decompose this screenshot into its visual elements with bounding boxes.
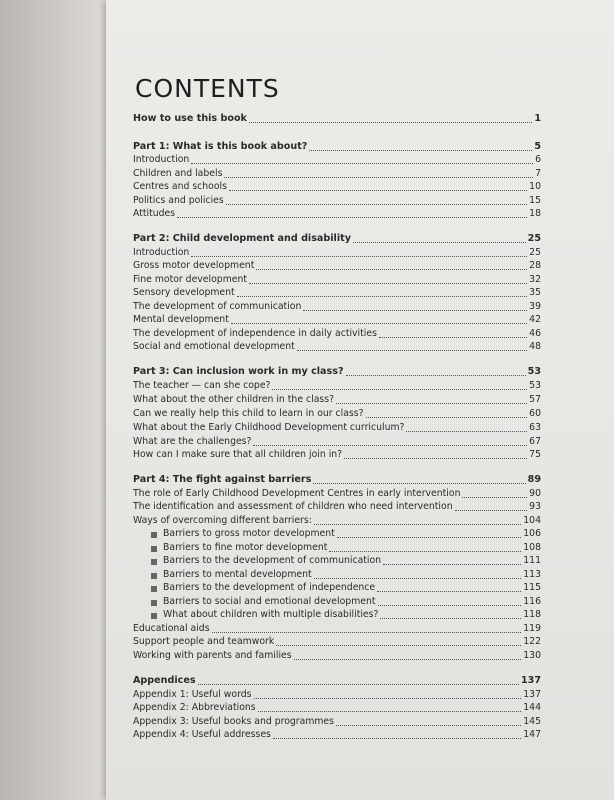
dot-leader [224,176,533,178]
toc-entry[interactable] [133,700,541,714]
dot-leader [303,309,527,311]
toc-entry-page: 89 [527,474,541,485]
toc-entry-page: 10 [529,181,541,192]
toc-entry-label: What are the challenges? [133,436,252,447]
dot-leader [344,457,527,459]
toc-entry[interactable] [133,272,541,286]
dot-leader [191,162,533,164]
toc-entry[interactable] [133,687,541,701]
toc-entry[interactable] [133,499,541,513]
toc-entry-label: Part 3: Can inclusion work in my class? [133,366,344,377]
toc-entry[interactable] [133,434,541,448]
toc-entry-page: 57 [529,394,541,405]
dot-leader [249,121,532,123]
toc-entry-page: 25 [529,247,541,258]
dot-leader [346,374,526,376]
toc-entry[interactable] [133,648,541,662]
toc-entry[interactable] [133,326,541,340]
toc-entry-page: 60 [529,408,541,419]
toc-entry-label: Politics and policies [133,195,224,206]
toc-entry-label: Introduction [133,247,190,258]
toc-heading-appendices[interactable] [133,673,541,687]
toc-entry-label: Barriers to fine motor development [163,542,328,553]
book-spine-shadow [0,0,106,800]
dot-leader [253,444,527,446]
toc-entry-page: 90 [529,488,541,499]
square-bullet-icon [151,613,157,619]
toc-entry-page: 53 [527,366,541,377]
square-bullet-icon [151,559,157,565]
toc-entry-label: The development of independence in daily activities [133,328,377,339]
toc-entry-label: The teacher — can she cope? [133,380,271,391]
toc-entry-label: Barriers to mental development [163,569,312,580]
toc-entry-label: Appendix 2: Abbreviations [133,702,256,713]
toc-entry-label: Part 4: The fight against barriers [133,474,312,485]
toc-entry[interactable] [133,166,541,180]
toc-entry-label: Barriers to the development of independence [163,582,376,593]
dot-leader [336,724,521,726]
toc-entry[interactable] [133,447,541,461]
dot-leader [191,255,527,257]
toc-heading-part-4[interactable] [133,472,541,486]
dot-leader [309,149,532,151]
toc-entry-label: Educational aids [133,623,210,634]
toc-entry-label: Appendix 3: Useful books and programmes [133,716,334,727]
toc-entry-page: 28 [529,260,541,271]
toc-entry-label: Sensory development [133,287,235,298]
toc-entry[interactable] [133,486,541,500]
toc-entry-label: Appendices [133,675,196,686]
toc-sub-entry[interactable] [151,580,541,594]
toc-entry[interactable] [133,312,541,326]
toc-entry[interactable] [133,378,541,392]
dot-leader [406,430,527,432]
toc-entry-page: 122 [523,636,541,647]
dot-leader [212,631,522,633]
toc-entry-page: 113 [523,569,541,580]
dot-leader [294,658,522,660]
toc-entry-label: Introduction [133,154,190,165]
toc-entry-label: Mental development [133,314,229,325]
toc-entry[interactable] [133,339,541,353]
toc-heading-part-3[interactable] [133,364,541,378]
toc-entry-label: Gross motor development [133,260,255,271]
toc-entry-label: Barriers to the development of communication [163,555,382,566]
page-title: CONTENTS [135,73,280,103]
dot-leader [353,241,526,243]
toc-entry[interactable] [133,285,541,299]
toc-entry-label: Barriers to gross motor development [163,528,335,539]
toc-entry-label: Working with parents and families [133,650,292,661]
toc-entry-label: Barriers to social and emotional development [163,596,376,607]
dot-leader [256,268,527,270]
dot-leader [383,563,521,565]
toc-entry-label: Appendix 1: Useful words [133,689,252,700]
toc-entry-label: Appendix 4: Useful addresses [133,729,271,740]
toc-heading-part-2[interactable] [133,231,541,245]
toc-entry[interactable] [133,152,541,166]
square-bullet-icon [151,586,157,592]
toc-entry[interactable] [133,193,541,207]
toc-entry-page: 18 [529,208,541,219]
toc-entry-page: 25 [527,233,541,244]
toc-entry-page: 116 [523,596,541,607]
dot-leader [177,216,527,218]
toc-sub-entry[interactable] [151,553,541,567]
dot-leader [462,496,527,498]
square-bullet-icon [151,573,157,579]
dot-leader [237,295,528,297]
dot-leader [231,322,527,324]
toc-entry[interactable] [133,406,541,420]
toc-entry[interactable] [133,299,541,313]
toc-entry-label: Part 1: What is this book about? [133,141,308,152]
toc-entry-page: 106 [523,528,541,539]
toc-entry-label: Can we really help this child to learn in our class? [133,408,364,419]
toc-entry-label: The development of communication [133,301,302,312]
toc-entry[interactable] [133,727,541,741]
toc-entry-page: 32 [529,274,541,285]
toc-entry-page: 108 [523,542,541,553]
toc-entry-label: Social and emotional development [133,341,295,352]
dot-leader [297,349,527,351]
dot-leader [378,604,522,606]
toc-entry[interactable] [133,634,541,648]
toc-entry-page: 93 [529,501,541,512]
toc-entry[interactable] [133,258,541,272]
toc-entry-page: 42 [529,314,541,325]
toc-entry-label: What about the Early Childhood Development curriculum? [133,422,405,433]
dot-leader [273,737,521,739]
toc-entry[interactable] [133,179,541,193]
toc-sub-entry[interactable] [151,526,541,540]
toc-entry-page: 144 [523,702,541,713]
toc-entry-label: Fine motor development [133,274,248,285]
toc-entry-label: What about children with multiple disabilities? [163,609,379,620]
toc-entry-page: 147 [523,729,541,740]
toc-entry-page: 111 [523,555,541,566]
toc-entry-label: How can I make sure that all children join in? [133,449,343,460]
toc-entry-page: 119 [523,623,541,634]
toc-entry-label: Centres and schools [133,181,227,192]
toc-entry-page: 15 [529,195,541,206]
toc-entry-label: Attitudes [133,208,176,219]
toc-entry-label: The identification and assessment of children who need intervention [133,501,453,512]
toc-entry-page: 118 [523,609,541,620]
dot-leader [313,482,525,484]
toc-entry-page: 48 [529,341,541,352]
toc-entry[interactable] [133,621,541,635]
toc-entry[interactable] [133,245,541,259]
toc-entry[interactable] [133,206,541,220]
square-bullet-icon [151,532,157,538]
toc-entry-page: 137 [523,689,541,700]
dot-leader [272,388,527,390]
toc-sub-entry[interactable] [151,540,541,554]
toc-entry[interactable] [133,714,541,728]
toc-entry-page: 145 [523,716,541,727]
square-bullet-icon [151,600,157,606]
dot-leader [380,617,521,619]
toc-entry-label: How to use this book [133,113,247,124]
dot-leader [254,697,522,699]
toc-entry-page: 63 [529,422,541,433]
toc-entry-page: 1 [534,113,541,124]
dot-leader [276,644,521,646]
toc-entry-page: 5 [534,141,541,152]
toc-heading-part-1[interactable] [133,139,541,153]
dot-leader [377,590,521,592]
dot-leader [314,577,522,579]
dot-leader [366,416,528,418]
toc-entry-label: What about the other children in the class? [133,394,335,405]
toc-entry-page: 53 [529,380,541,391]
dot-leader [229,189,527,191]
toc-entry-page: 104 [523,515,541,526]
toc-entry[interactable] [133,392,541,406]
square-bullet-icon [151,546,157,552]
toc-sub-entry[interactable] [151,567,541,581]
toc-entry-page: 130 [523,650,541,661]
toc-entry-page: 39 [529,301,541,312]
dot-leader [337,536,521,538]
toc-entry-page: 7 [535,168,541,179]
toc-entry-page: 6 [535,154,541,165]
dot-leader [336,402,527,404]
toc-entry-page: 35 [529,287,541,298]
toc-entry-label: Support people and teamwork [133,636,275,647]
toc-entry-page: 46 [529,328,541,339]
toc-entry-label: The role of Early Childhood Development Centres in early intervention [133,488,461,499]
toc-entry-page: 115 [523,582,541,593]
toc-entry[interactable] [133,513,541,527]
dot-leader [455,509,528,511]
toc-entry-label: Part 2: Child development and disability [133,233,351,244]
toc-sub-entry[interactable] [151,594,541,608]
dot-leader [226,203,527,205]
toc-entry-how-to-use[interactable] [133,111,541,125]
dot-leader [314,523,521,525]
toc-entry-label: Ways of overcoming different barriers: [133,515,312,526]
dot-leader [198,683,519,685]
dot-leader [258,710,522,712]
dot-leader [249,282,527,284]
toc-entry-page: 137 [520,675,541,686]
toc-entry-page: 75 [529,449,541,460]
toc-entry-label: Children and labels [133,168,223,179]
dot-leader [379,336,527,338]
toc-sub-entry[interactable] [151,607,541,621]
dot-leader [329,550,521,552]
toc-entry-page: 67 [529,436,541,447]
toc-entry[interactable] [133,420,541,434]
